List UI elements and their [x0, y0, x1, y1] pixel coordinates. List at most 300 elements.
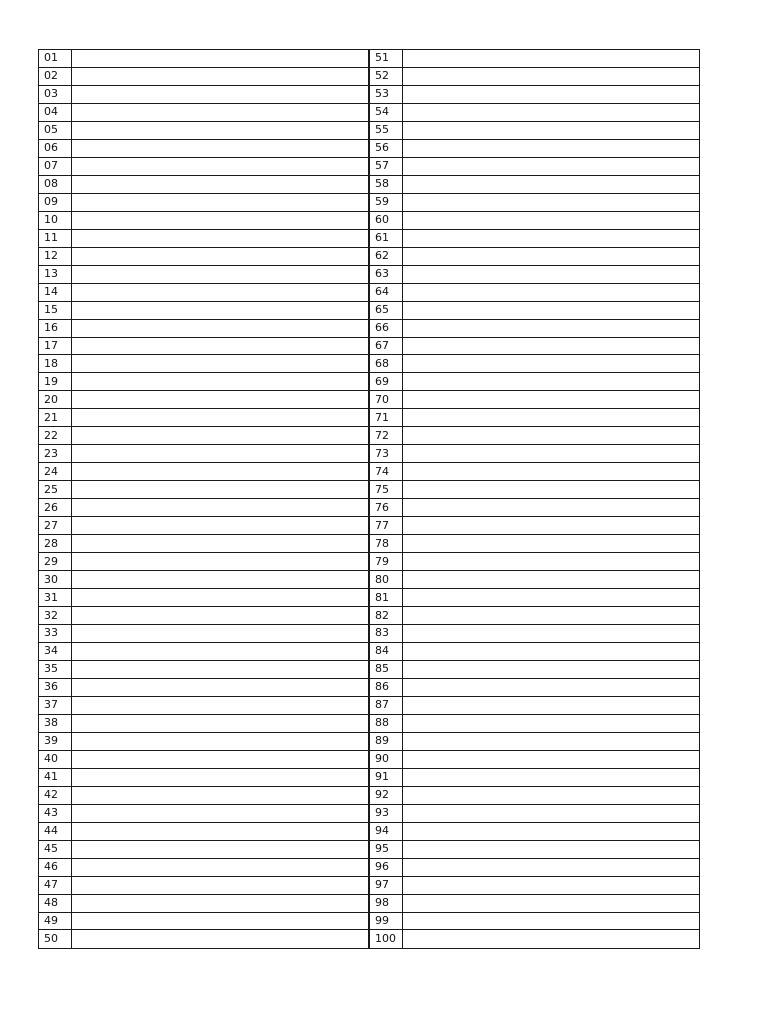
row-number: 43: [39, 804, 72, 822]
row-number: 34: [39, 642, 72, 660]
row-number: 32: [39, 607, 72, 625]
table-row: [370, 481, 700, 499]
row-number: 14: [39, 283, 72, 301]
answer-cell[interactable]: [403, 427, 700, 445]
row-number: 67: [370, 337, 403, 355]
row-number: 82: [370, 607, 403, 625]
table-row: [39, 553, 369, 571]
table-row: [39, 625, 369, 643]
answer-cell[interactable]: [403, 67, 700, 85]
table-row: [39, 714, 369, 732]
table-row: [39, 876, 369, 894]
answer-cell[interactable]: [403, 175, 700, 193]
row-number: 07: [39, 157, 72, 175]
row-number: 63: [370, 265, 403, 283]
answer-cell[interactable]: [72, 265, 369, 283]
answer-cell[interactable]: [72, 301, 369, 319]
answer-cell[interactable]: [403, 607, 700, 625]
answer-cell[interactable]: [72, 642, 369, 660]
row-number: 49: [39, 912, 72, 930]
answer-cell[interactable]: [72, 607, 369, 625]
row-number: 16: [39, 319, 72, 337]
row-number: 99: [370, 912, 403, 930]
row-number: 33: [39, 625, 72, 643]
numbered-answer-sheet: [38, 49, 700, 949]
row-number: 72: [370, 427, 403, 445]
table-row: [370, 283, 700, 301]
row-number: 15: [39, 301, 72, 319]
table-row: [39, 427, 369, 445]
row-number: 11: [39, 229, 72, 247]
table-row: [39, 894, 369, 912]
answer-cell[interactable]: [72, 930, 369, 949]
row-number: 44: [39, 822, 72, 840]
answer-cell[interactable]: [403, 714, 700, 732]
table-row: [39, 571, 369, 589]
row-number: 96: [370, 858, 403, 876]
row-number: 30: [39, 571, 72, 589]
table-row: [370, 930, 700, 949]
table-row: [39, 157, 369, 175]
row-number: 01: [39, 50, 72, 68]
answer-cell[interactable]: [403, 265, 700, 283]
row-number: 57: [370, 157, 403, 175]
answer-cell[interactable]: [403, 50, 700, 68]
table-row: [39, 786, 369, 804]
row-number: 52: [370, 67, 403, 85]
table-row: [39, 50, 369, 68]
answer-cell[interactable]: [403, 894, 700, 912]
answer-cell[interactable]: [72, 373, 369, 391]
answer-cell[interactable]: [403, 876, 700, 894]
answer-cell[interactable]: [403, 822, 700, 840]
row-number: 77: [370, 517, 403, 535]
answer-cell[interactable]: [72, 85, 369, 103]
answer-cell[interactable]: [403, 463, 700, 481]
table-row: [39, 247, 369, 265]
answer-cell[interactable]: [403, 301, 700, 319]
table-row: [370, 840, 700, 858]
answer-cell[interactable]: [403, 157, 700, 175]
answer-cell[interactable]: [72, 553, 369, 571]
table-row: [370, 696, 700, 714]
table-row: [370, 876, 700, 894]
table-row: [39, 481, 369, 499]
answer-cell[interactable]: [403, 930, 700, 949]
table-row: [370, 373, 700, 391]
answer-cell[interactable]: [403, 517, 700, 535]
table-row: [370, 301, 700, 319]
row-number: 36: [39, 678, 72, 696]
answer-cell[interactable]: [403, 750, 700, 768]
table-row: [39, 301, 369, 319]
table-row: [370, 804, 700, 822]
table-row: [370, 463, 700, 481]
table-row: [370, 786, 700, 804]
right-numbered-table: [369, 49, 700, 949]
row-number: 80: [370, 571, 403, 589]
table-row: [39, 589, 369, 607]
answer-cell[interactable]: [72, 445, 369, 463]
row-number: 61: [370, 229, 403, 247]
answer-cell[interactable]: [72, 517, 369, 535]
table-row: [370, 121, 700, 139]
row-number: 73: [370, 445, 403, 463]
answer-cell[interactable]: [72, 355, 369, 373]
answer-cell[interactable]: [403, 373, 700, 391]
table-row: [39, 175, 369, 193]
row-number: 04: [39, 103, 72, 121]
table-row: [370, 427, 700, 445]
row-number: 58: [370, 175, 403, 193]
answer-cell[interactable]: [72, 750, 369, 768]
answer-cell[interactable]: [72, 822, 369, 840]
answer-cell[interactable]: [72, 463, 369, 481]
row-number: 02: [39, 67, 72, 85]
answer-cell[interactable]: [72, 894, 369, 912]
table-row: [370, 607, 700, 625]
row-number: 13: [39, 265, 72, 283]
answer-cell[interactable]: [72, 625, 369, 643]
answer-cell[interactable]: [72, 139, 369, 157]
row-number: 95: [370, 840, 403, 858]
answer-cell[interactable]: [72, 714, 369, 732]
answer-cell[interactable]: [403, 193, 700, 211]
row-number: 59: [370, 193, 403, 211]
row-number: 50: [39, 930, 72, 949]
table-row: [370, 50, 700, 68]
row-number: 71: [370, 409, 403, 427]
answer-cell[interactable]: [403, 642, 700, 660]
answer-cell[interactable]: [72, 175, 369, 193]
answer-cell[interactable]: [403, 85, 700, 103]
row-number: 27: [39, 517, 72, 535]
table-row: [370, 355, 700, 373]
row-number: 84: [370, 642, 403, 660]
row-number: 56: [370, 139, 403, 157]
answer-cell[interactable]: [72, 50, 369, 68]
row-number: 10: [39, 211, 72, 229]
table-row: [39, 822, 369, 840]
answer-cell[interactable]: [403, 678, 700, 696]
answer-cell[interactable]: [72, 535, 369, 553]
row-number: 06: [39, 139, 72, 157]
row-number: 91: [370, 768, 403, 786]
table-row: [370, 85, 700, 103]
table-row: [39, 121, 369, 139]
answer-cell[interactable]: [403, 247, 700, 265]
answer-cell[interactable]: [403, 732, 700, 750]
table-row: [370, 193, 700, 211]
row-number: 22: [39, 427, 72, 445]
table-row: [39, 696, 369, 714]
row-number: 69: [370, 373, 403, 391]
row-number: 55: [370, 121, 403, 139]
table-row: [370, 157, 700, 175]
table-row: [370, 139, 700, 157]
row-number: 85: [370, 660, 403, 678]
row-number: 93: [370, 804, 403, 822]
row-number: 83: [370, 625, 403, 643]
row-number: 90: [370, 750, 403, 768]
table-row: [39, 211, 369, 229]
table-row: [370, 553, 700, 571]
table-row: [370, 625, 700, 643]
row-number: 18: [39, 355, 72, 373]
table-row: [370, 535, 700, 553]
answer-cell[interactable]: [72, 912, 369, 930]
row-number: 46: [39, 858, 72, 876]
answer-cell[interactable]: [403, 912, 700, 930]
row-number: 05: [39, 121, 72, 139]
row-number: 64: [370, 283, 403, 301]
table-row: [39, 319, 369, 337]
row-number: 79: [370, 553, 403, 571]
table-row: [39, 283, 369, 301]
table-row: [370, 912, 700, 930]
row-number: 45: [39, 840, 72, 858]
row-number: 89: [370, 732, 403, 750]
answer-cell[interactable]: [72, 391, 369, 409]
table-row: [39, 229, 369, 247]
left-table-body: [39, 50, 369, 949]
table-row: [370, 660, 700, 678]
table-row: [39, 750, 369, 768]
answer-cell[interactable]: [72, 732, 369, 750]
left-numbered-table: [38, 49, 369, 949]
table-row: [39, 660, 369, 678]
row-number: 48: [39, 894, 72, 912]
table-row: [39, 337, 369, 355]
answer-cell[interactable]: [72, 499, 369, 517]
answer-cell[interactable]: [72, 696, 369, 714]
row-number: 86: [370, 678, 403, 696]
answer-cell[interactable]: [403, 211, 700, 229]
answer-cell[interactable]: [72, 103, 369, 121]
answer-cell[interactable]: [403, 319, 700, 337]
row-number: 31: [39, 589, 72, 607]
answer-cell[interactable]: [403, 535, 700, 553]
table-row: [370, 391, 700, 409]
row-number: 78: [370, 535, 403, 553]
answer-cell[interactable]: [403, 229, 700, 247]
table-row: [39, 858, 369, 876]
row-number: 66: [370, 319, 403, 337]
answer-cell[interactable]: [72, 157, 369, 175]
table-row: [370, 337, 700, 355]
table-row: [370, 229, 700, 247]
table-row: [370, 678, 700, 696]
table-row: [39, 85, 369, 103]
row-number: 75: [370, 481, 403, 499]
answer-cell[interactable]: [403, 804, 700, 822]
answer-cell[interactable]: [72, 283, 369, 301]
answer-cell[interactable]: [72, 319, 369, 337]
answer-cell[interactable]: [403, 121, 700, 139]
row-number: 38: [39, 714, 72, 732]
table-row: [370, 589, 700, 607]
table-row: [39, 391, 369, 409]
answer-cell[interactable]: [403, 571, 700, 589]
table-row: [39, 732, 369, 750]
answer-cell[interactable]: [72, 571, 369, 589]
row-number: 92: [370, 786, 403, 804]
row-number: 76: [370, 499, 403, 517]
table-row: [370, 211, 700, 229]
row-number: 26: [39, 499, 72, 517]
answer-cell[interactable]: [403, 103, 700, 121]
answer-cell[interactable]: [72, 211, 369, 229]
table-row: [370, 103, 700, 121]
answer-cell[interactable]: [72, 247, 369, 265]
table-row: [370, 642, 700, 660]
row-number: 29: [39, 553, 72, 571]
answer-cell[interactable]: [72, 786, 369, 804]
answer-cell[interactable]: [72, 768, 369, 786]
table-row: [370, 67, 700, 85]
row-number: 39: [39, 732, 72, 750]
answer-cell[interactable]: [72, 481, 369, 499]
answer-cell[interactable]: [403, 499, 700, 517]
table-row: [370, 517, 700, 535]
table-row: [39, 642, 369, 660]
table-row: [39, 409, 369, 427]
answer-cell[interactable]: [403, 283, 700, 301]
row-number: 68: [370, 355, 403, 373]
row-number: 40: [39, 750, 72, 768]
answer-cell[interactable]: [403, 786, 700, 804]
row-number: 23: [39, 445, 72, 463]
answer-cell[interactable]: [403, 840, 700, 858]
table-row: [39, 930, 369, 949]
answer-cell[interactable]: [403, 391, 700, 409]
row-number: 25: [39, 481, 72, 499]
answer-cell[interactable]: [72, 876, 369, 894]
table-row: [39, 517, 369, 535]
table-row: [39, 193, 369, 211]
row-number: 03: [39, 85, 72, 103]
table-row: [370, 732, 700, 750]
answer-cell[interactable]: [403, 337, 700, 355]
answer-cell[interactable]: [72, 678, 369, 696]
row-number: 88: [370, 714, 403, 732]
table-row: [39, 355, 369, 373]
table-row: [39, 463, 369, 481]
row-number: 37: [39, 696, 72, 714]
answer-cell[interactable]: [72, 193, 369, 211]
table-row: [39, 804, 369, 822]
table-row: [39, 768, 369, 786]
row-number: 08: [39, 175, 72, 193]
answer-cell[interactable]: [403, 625, 700, 643]
table-row: [370, 894, 700, 912]
row-number: 62: [370, 247, 403, 265]
answer-cell[interactable]: [72, 660, 369, 678]
row-number: 54: [370, 103, 403, 121]
answer-cell[interactable]: [72, 858, 369, 876]
table-row: [39, 840, 369, 858]
table-row: [370, 714, 700, 732]
table-row: [370, 409, 700, 427]
row-number: 97: [370, 876, 403, 894]
answer-cell[interactable]: [72, 229, 369, 247]
table-row: [370, 768, 700, 786]
row-number: 94: [370, 822, 403, 840]
row-number: 28: [39, 535, 72, 553]
table-row: [370, 319, 700, 337]
answer-cell[interactable]: [403, 589, 700, 607]
table-row: [39, 535, 369, 553]
row-number: 35: [39, 660, 72, 678]
answer-cell[interactable]: [403, 660, 700, 678]
row-number: 21: [39, 409, 72, 427]
answer-cell[interactable]: [72, 804, 369, 822]
answer-cell[interactable]: [403, 858, 700, 876]
row-number: 51: [370, 50, 403, 68]
table-row: [39, 445, 369, 463]
answer-cell[interactable]: [403, 139, 700, 157]
row-number: 70: [370, 391, 403, 409]
row-number: 53: [370, 85, 403, 103]
answer-cell[interactable]: [403, 481, 700, 499]
answer-cell[interactable]: [403, 355, 700, 373]
answer-cell[interactable]: [72, 589, 369, 607]
answer-cell[interactable]: [403, 553, 700, 571]
table-row: [39, 265, 369, 283]
table-row: [370, 499, 700, 517]
row-number: 47: [39, 876, 72, 894]
table-row: [39, 912, 369, 930]
table-row: [370, 247, 700, 265]
row-number: 81: [370, 589, 403, 607]
answer-cell[interactable]: [403, 696, 700, 714]
answer-cell[interactable]: [403, 445, 700, 463]
table-row: [370, 445, 700, 463]
row-number: 74: [370, 463, 403, 481]
table-row: [370, 265, 700, 283]
row-number: 60: [370, 211, 403, 229]
row-number: 20: [39, 391, 72, 409]
table-row: [39, 139, 369, 157]
right-table-body: [370, 50, 700, 949]
table-row: [39, 499, 369, 517]
table-row: [39, 103, 369, 121]
table-row: [39, 373, 369, 391]
table-row: [370, 822, 700, 840]
answer-cell[interactable]: [403, 409, 700, 427]
answer-cell[interactable]: [72, 121, 369, 139]
table-row: [370, 858, 700, 876]
answer-cell[interactable]: [72, 409, 369, 427]
table-row: [39, 678, 369, 696]
table-row: [370, 571, 700, 589]
answer-cell[interactable]: [72, 67, 369, 85]
answer-cell[interactable]: [403, 768, 700, 786]
answer-cell[interactable]: [72, 840, 369, 858]
row-number: 65: [370, 301, 403, 319]
row-number: 17: [39, 337, 72, 355]
table-row: [370, 175, 700, 193]
row-number: 42: [39, 786, 72, 804]
answer-cell[interactable]: [72, 427, 369, 445]
table-row: [39, 607, 369, 625]
row-number: 98: [370, 894, 403, 912]
row-number: 09: [39, 193, 72, 211]
row-number: 100: [370, 930, 403, 949]
row-number: 12: [39, 247, 72, 265]
answer-cell[interactable]: [72, 337, 369, 355]
row-number: 41: [39, 768, 72, 786]
